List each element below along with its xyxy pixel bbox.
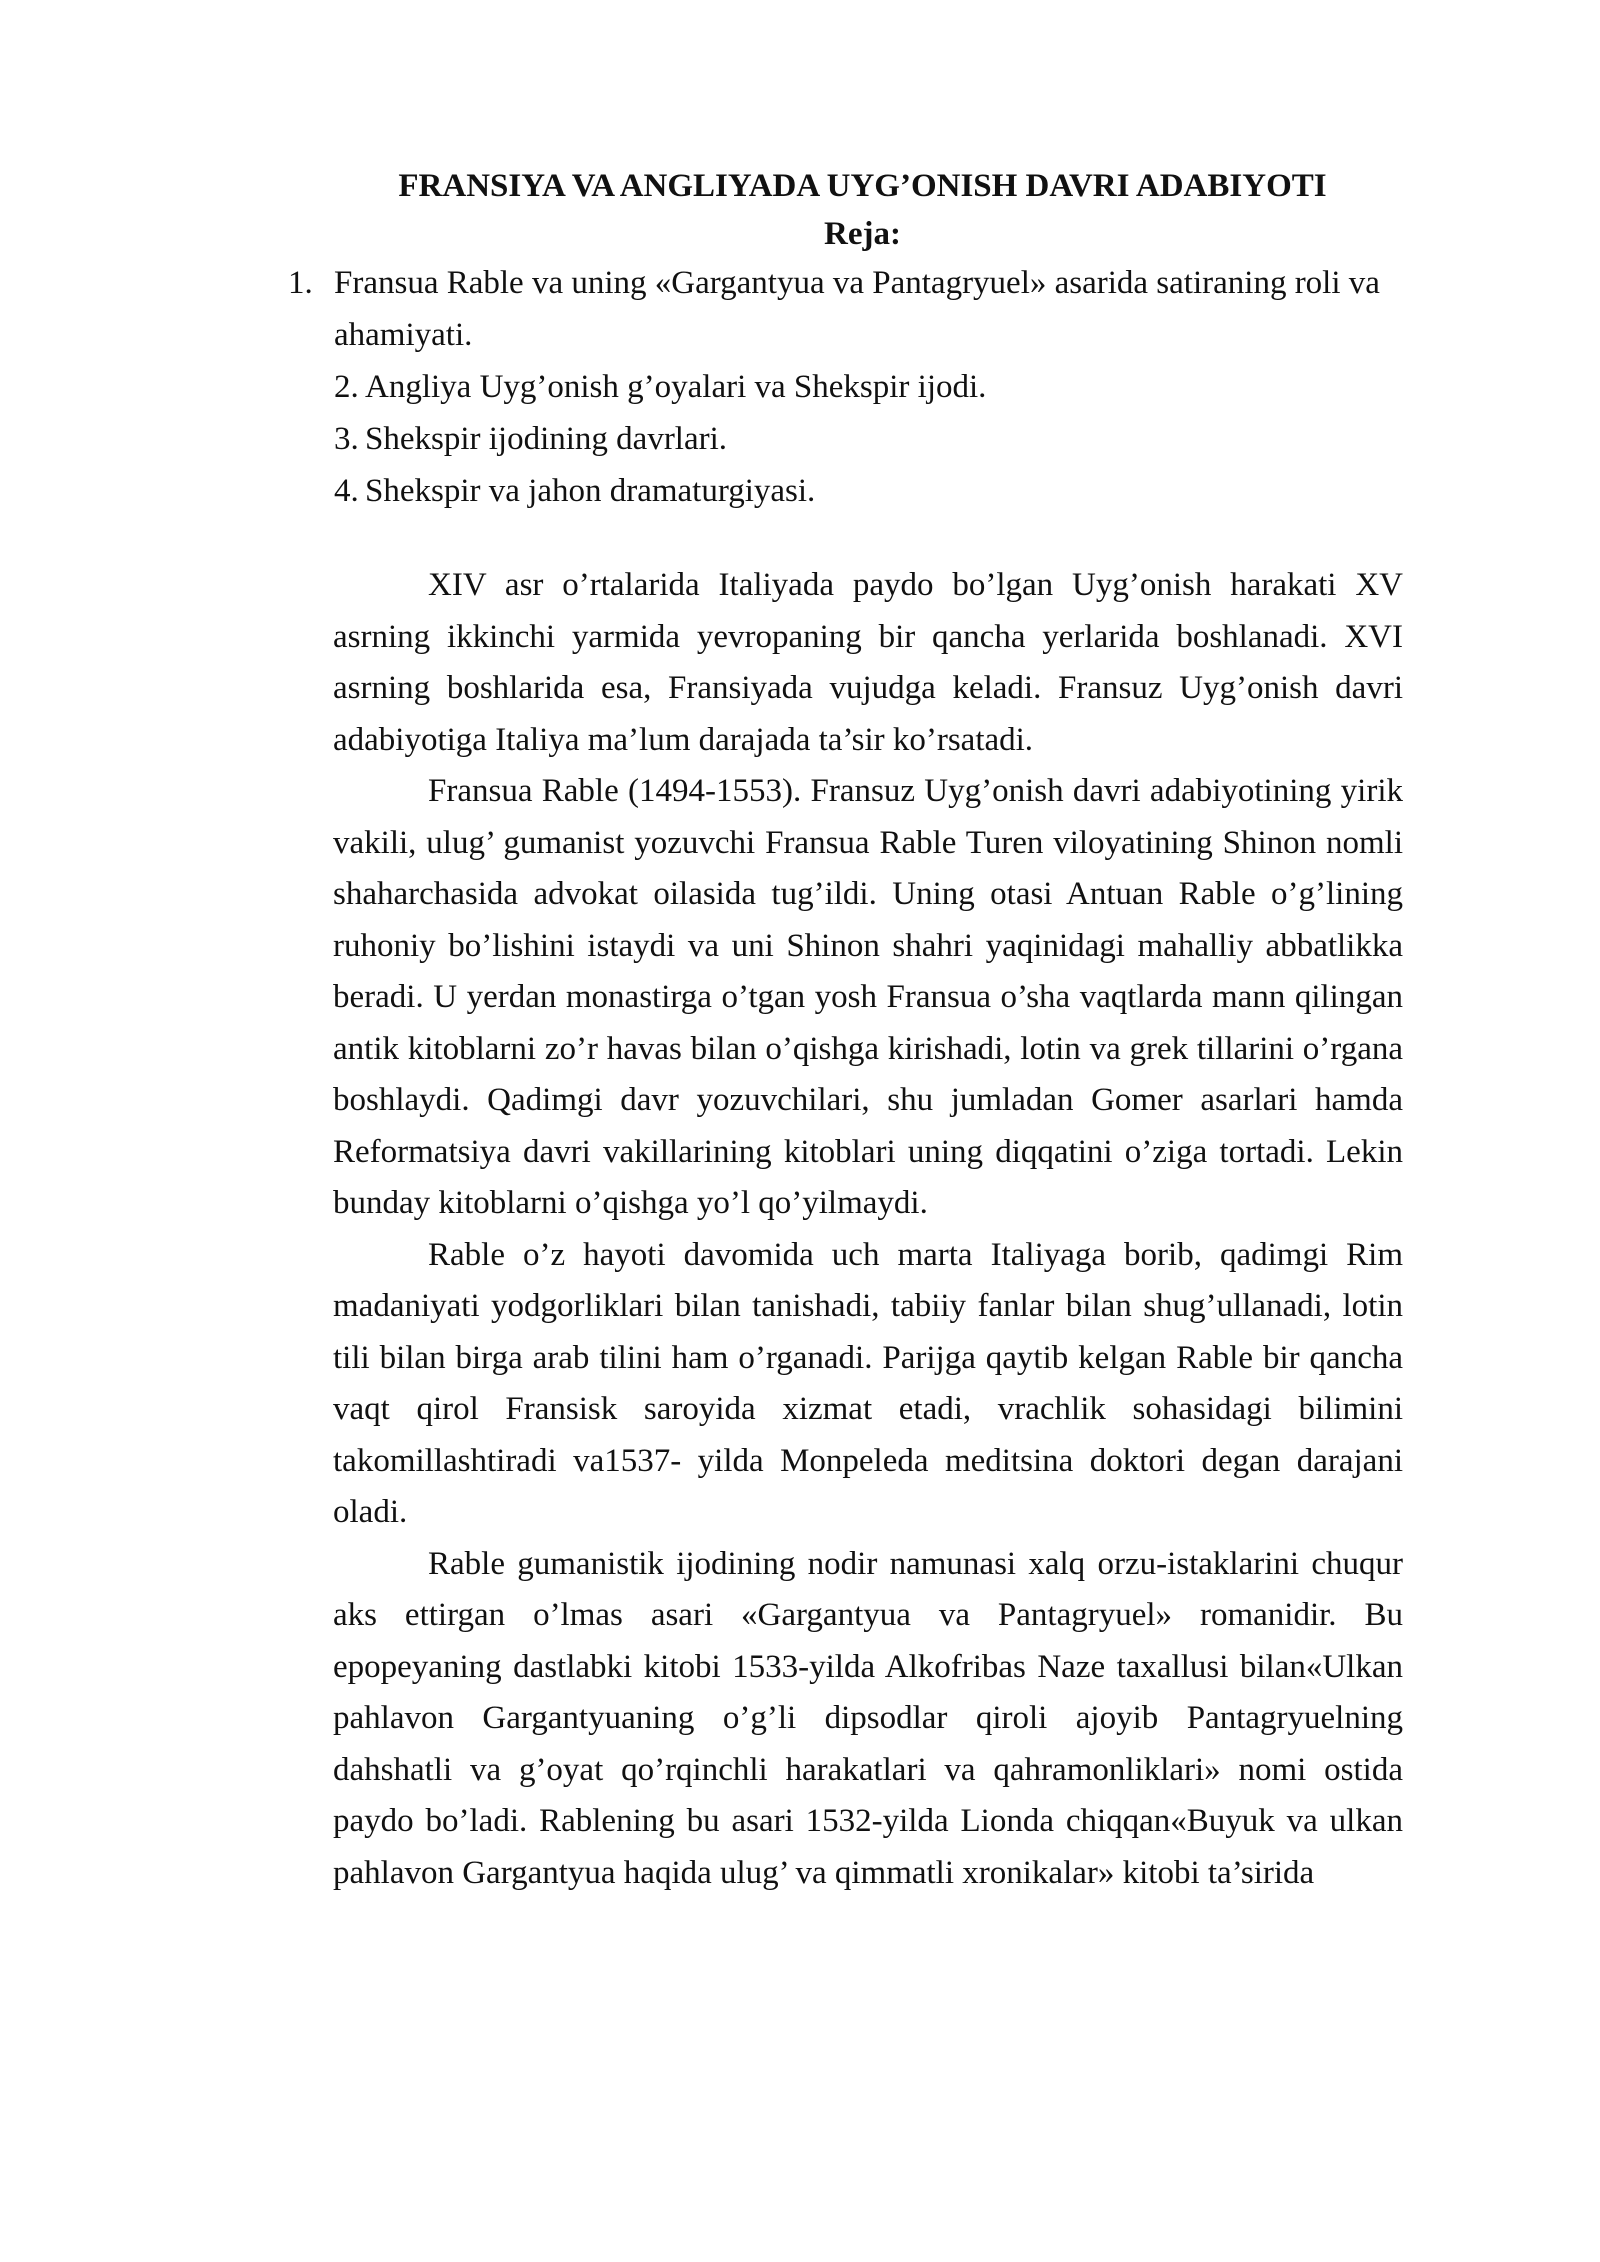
paragraph-intro: XIV asr o’rtalarida Italiyada paydo bo’lgan Uyg’onish harakati XV asrning ikkinchi yarmida yevropaning bir qancha yerlarida boshlanadi. XVI asrning boshlarida esa, Fransiyada vujudga keladi. Fransuz Uyg’onish davri adabiyotiga Italiya ma’lum darajada ta’sir ko’rsatadi. — [333, 567, 1403, 758]
plan-item-number: 1. — [288, 265, 313, 301]
paragraph-rable-travels: Rable o’z hayoti davomida uch marta Italiyaga borib, qadimgi Rim madaniyati yodgorliklari bilan tanishadi, tabiiy fanlar bilan shug’ullanadi, lotin tili bilan birga arab tilini ham o’rganadi. Parijga qaytib kelgan Rable bir qancha vaqt qirol Fransisk saroyida xizmat etadi, vrachlik sohasidagi bilimini takomillashtiradi va1537- yilda Monpeleda meditsina doktori degan darajani oladi. — [333, 1236, 1403, 1530]
plan-item-2 — [282, 361, 1402, 413]
plan-item-text: Fransua Rable va uning «Gargantyua va Pantagryuel» asarida satiraning roli va ahamiyati. — [334, 265, 1380, 353]
plan-list — [282, 257, 1402, 517]
page-title: FRANSIYA VA ANGLIYADA UYG’ONISH DAVRI ADABIYOTI — [398, 168, 1327, 204]
plan-heading: Reja: — [824, 216, 901, 252]
plan-item-number: 2. — [334, 369, 359, 405]
plan-item-1 — [282, 257, 1402, 361]
document-body — [333, 560, 1403, 1899]
plan-item-number: 4. — [334, 473, 359, 509]
plan-item-4 — [282, 465, 1402, 517]
plan-item-number: 3. — [334, 421, 359, 457]
plan-item-text: Angliya Uyg’onish g’oyalari va Shekspir ijodi. — [365, 369, 987, 405]
paragraph-gargantua: Rable gumanistik ijodining nodir namunasi xalq orzu-istaklarini chuqur aks ettirgan o’lmas asari «Gargantyua va Pantagryuel» romanidir. Bu epopeyaning dastlabki kitobi 1533-yilda Alkofribas Naze taxallusi bilan«Ulkan pahlavon Gargantyuaning o’g’li dipsodlar qiroli ajoyib Pantagryuelning dahshatli va g’oyat qo’rqinchli harakatlari va qahramonliklari» nomi ostida paydo bo’ladi. Rablening bu asari 1532-yilda Lionda chiqqan«Buyuk va ulkan pahlavon Gargantyua haqida ulug’ va qimmatli xronikalar» kitobi ta’sirida — [333, 1545, 1403, 1891]
plan-item-text: Shekspir ijodining davrlari. — [365, 421, 728, 457]
plan-item-3 — [282, 413, 1402, 465]
paragraph-rable-biography: Fransua Rable (1494-1553). Fransuz Uyg’onish davri adabiyotining yirik vakili, ulug’ gumanist yozuvchi Fransua Rable Turen viloyatining Shinon nomli shaharchasida advokat oilasida tug’ildi. Uning otasi Antuan Rable o’g’lining ruhoniy bo’lishini istaydi va uni Shinon shahri yaqinidagi mahalliy abbatlikka beradi. U yerdan monastirga o’tgan yosh Fransua o’sha vaqtlarda mann qilingan antik kitoblarni zo’r havas bilan o’qishga kirishadi, lotin va grek tillarini o’rgana boshlaydi. Qadimgi davr yozuvchilari, shu jumladan Gomer asarlari hamda Reformatsiya davri vakillarining kitoblari uning diqqatini o’ziga tortadi. Lekin bunday kitoblarni o’qishga yo’l qo’yilmaydi. — [333, 773, 1403, 1221]
plan-item-text: Shekspir va jahon dramaturgiyasi. — [365, 473, 816, 509]
